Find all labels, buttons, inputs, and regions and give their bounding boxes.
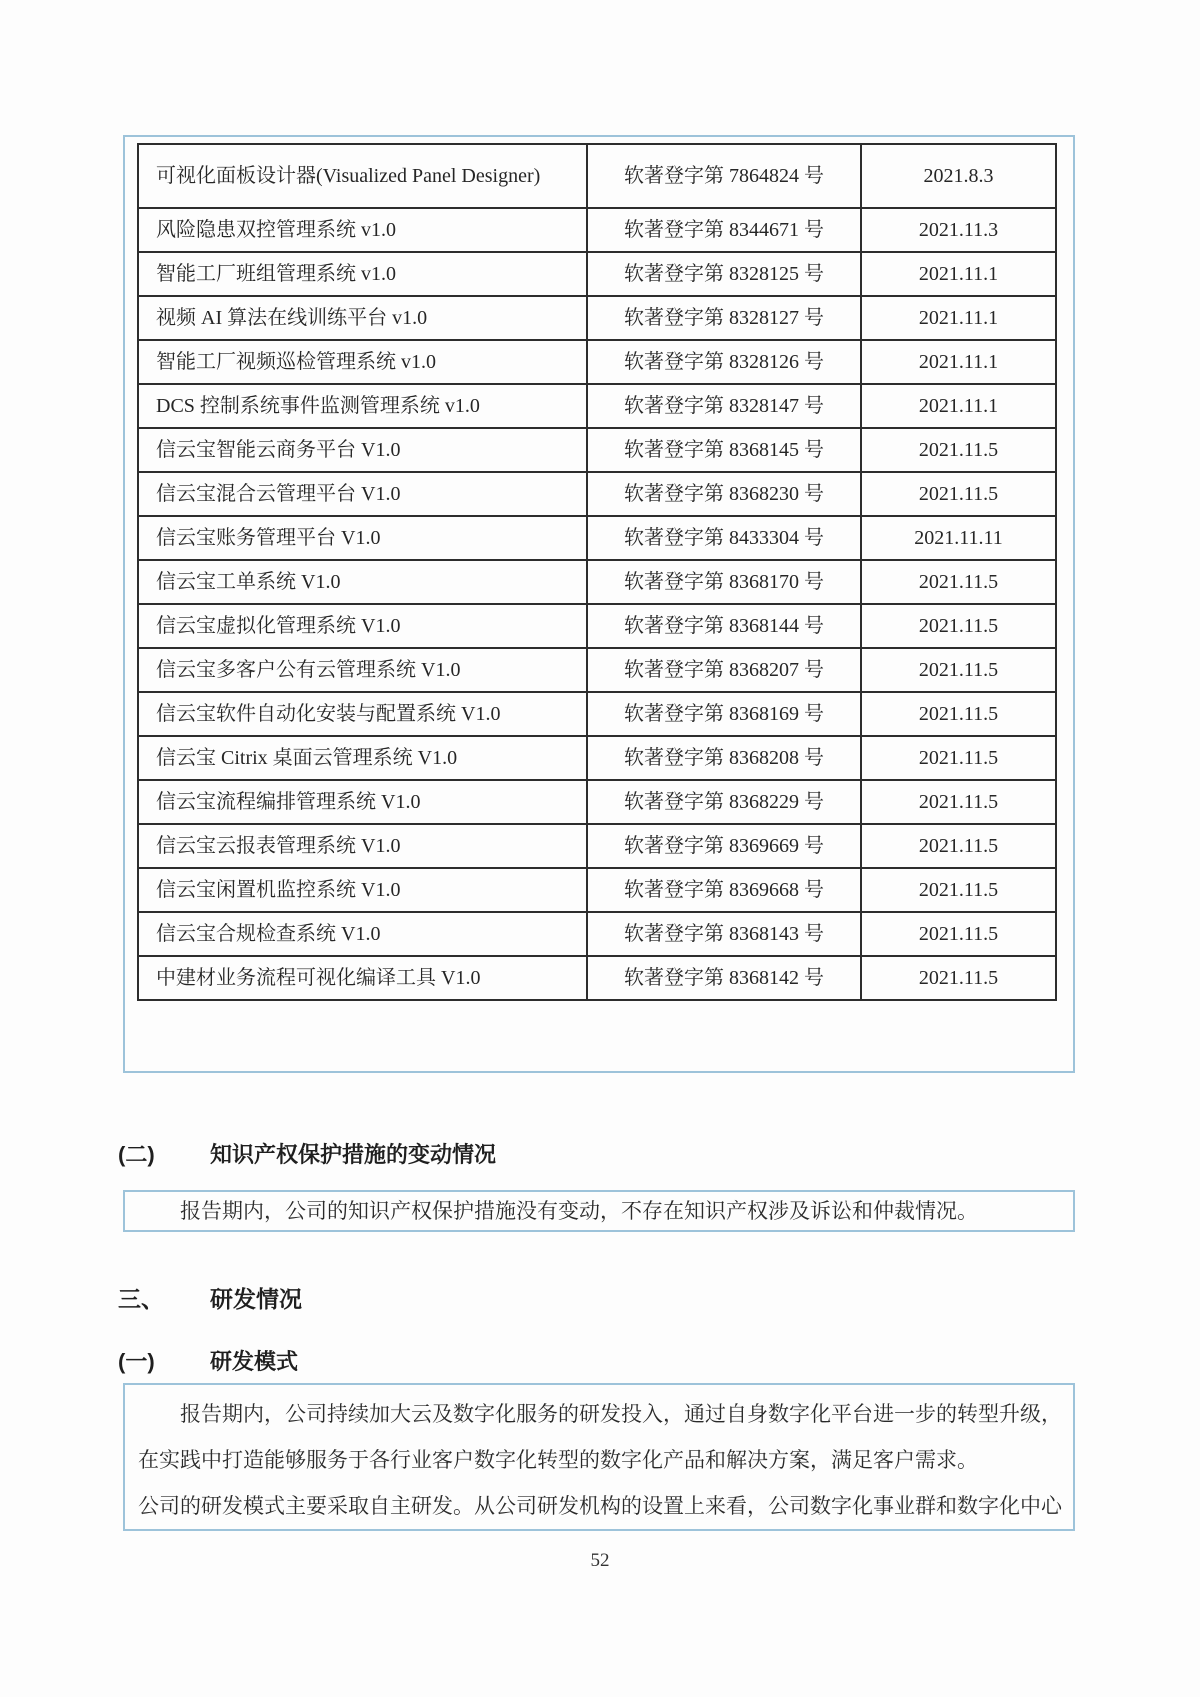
section-heading-ip-change [118, 1138, 496, 1169]
table-row [138, 956, 1056, 1000]
software-name-cell: 信云宝 Citrix 桌面云管理系统 V1.0 [138, 736, 587, 780]
registration-number-cell: 软著登字第 8368230 号 [587, 472, 861, 516]
registration-number-cell: 软著登字第 8368229 号 [587, 780, 861, 824]
registration-date-cell: 2021.11.1 [861, 384, 1056, 428]
registration-date-cell: 2021.11.5 [861, 560, 1056, 604]
rd-mode-paragraph-line: 在实践中打造能够服务于各行业客户数字化转型的数字化产品和解决方案，满足客户需求。 [138, 1448, 978, 1472]
section-label: 三、 [118, 1286, 164, 1312]
software-name-cell: 风险隐患双控管理系统 v1.0 [138, 208, 587, 252]
table-row [138, 144, 1056, 208]
copyright-table-panel [123, 135, 1075, 1073]
registration-date-cell: 2021.11.5 [861, 428, 1056, 472]
table-row [138, 472, 1056, 516]
software-name-cell: 信云宝账务管理平台 V1.0 [138, 516, 587, 560]
copyright-table-body [138, 144, 1056, 1000]
table-row [138, 384, 1056, 428]
table-row [138, 692, 1056, 736]
registration-number-cell: 软著登字第 8369668 号 [587, 868, 861, 912]
registration-date-cell: 2021.11.1 [861, 340, 1056, 384]
section-title: 研发模式 [210, 1349, 299, 1374]
table-row [138, 824, 1056, 868]
table-row [138, 340, 1056, 384]
registration-date-cell: 2021.11.5 [861, 868, 1056, 912]
registration-number-cell: 软著登字第 8368145 号 [587, 428, 861, 472]
ip-change-note-box [123, 1190, 1075, 1232]
page-number: 52 [590, 1550, 610, 1571]
registration-number-cell: 软著登字第 8369669 号 [587, 824, 861, 868]
table-row [138, 736, 1056, 780]
registration-date-cell: 2021.11.5 [861, 956, 1056, 1000]
registration-number-cell: 软著登字第 8344671 号 [587, 208, 861, 252]
table-row [138, 868, 1056, 912]
table-row [138, 252, 1056, 296]
registration-number-cell: 软著登字第 8433304 号 [587, 516, 861, 560]
table-row [138, 912, 1056, 956]
registration-number-cell: 软著登字第 8368142 号 [587, 956, 861, 1000]
registration-date-cell: 2021.11.1 [861, 296, 1056, 340]
section-title: 研发情况 [210, 1286, 302, 1312]
software-name-cell: 信云宝多客户公有云管理系统 V1.0 [138, 648, 587, 692]
registration-date-cell: 2021.11.5 [861, 736, 1056, 780]
software-name-cell: 信云宝虚拟化管理系统 V1.0 [138, 604, 587, 648]
registration-date-cell: 2021.11.5 [861, 912, 1056, 956]
software-name-cell: 智能工厂班组管理系统 v1.0 [138, 252, 587, 296]
software-name-cell: 视频 AI 算法在线训练平台 v1.0 [138, 296, 587, 340]
software-name-cell: DCS 控制系统事件监测管理系统 v1.0 [138, 384, 587, 428]
section-label: (一) [118, 1349, 155, 1374]
registration-date-cell: 2021.11.5 [861, 472, 1056, 516]
table-row [138, 780, 1056, 824]
section-title: 知识产权保护措施的变动情况 [210, 1142, 497, 1167]
registration-date-cell: 2021.11.5 [861, 648, 1056, 692]
registration-number-cell: 软著登字第 8328147 号 [587, 384, 861, 428]
section-label: (二) [118, 1142, 155, 1167]
registration-date-cell: 2021.11.5 [861, 824, 1056, 868]
table-row [138, 296, 1056, 340]
software-name-cell: 信云宝智能云商务平台 V1.0 [138, 428, 587, 472]
table-row [138, 516, 1056, 560]
section-heading-rd [118, 1281, 302, 1314]
copyright-table [137, 143, 1057, 1001]
registration-number-cell: 软著登字第 8328125 号 [587, 252, 861, 296]
rd-mode-paragraph-line: 报告期内，公司持续加大云及数字化服务的研发投入，通过自身数字化平台进一步的转型升级， [180, 1402, 1062, 1426]
registration-number-cell: 软著登字第 8368169 号 [587, 692, 861, 736]
registration-date-cell: 2021.8.3 [861, 144, 1056, 208]
table-row [138, 208, 1056, 252]
software-name-cell: 中建材业务流程可视化编译工具 V1.0 [138, 956, 587, 1000]
registration-number-cell: 软著登字第 8328126 号 [587, 340, 861, 384]
registration-date-cell: 2021.11.5 [861, 780, 1056, 824]
software-name-cell: 信云宝云报表管理系统 V1.0 [138, 824, 587, 868]
registration-number-cell: 软著登字第 8368144 号 [587, 604, 861, 648]
registration-number-cell: 软著登字第 8368207 号 [587, 648, 861, 692]
registration-number-cell: 软著登字第 8328127 号 [587, 296, 861, 340]
rd-mode-note-box [123, 1383, 1075, 1531]
ip-change-note-text: 报告期内，公司的知识产权保护措施没有变动，不存在知识产权涉及诉讼和仲裁情况。 [180, 1199, 978, 1223]
software-name-cell: 可视化面板设计器(Visualized Panel Designer) [138, 144, 587, 208]
software-name-cell: 信云宝混合云管理平台 V1.0 [138, 472, 587, 516]
table-row [138, 604, 1056, 648]
section-heading-rd-mode [118, 1345, 298, 1376]
registration-date-cell: 2021.11.11 [861, 516, 1056, 560]
registration-number-cell: 软著登字第 7864824 号 [587, 144, 861, 208]
table-row [138, 648, 1056, 692]
registration-date-cell: 2021.11.1 [861, 252, 1056, 296]
software-name-cell: 信云宝闲置机监控系统 V1.0 [138, 868, 587, 912]
registration-date-cell: 2021.11.3 [861, 208, 1056, 252]
software-name-cell: 智能工厂视频巡检管理系统 v1.0 [138, 340, 587, 384]
software-name-cell: 信云宝合规检查系统 V1.0 [138, 912, 587, 956]
registration-number-cell: 软著登字第 8368143 号 [587, 912, 861, 956]
table-row [138, 560, 1056, 604]
software-name-cell: 信云宝工单系统 V1.0 [138, 560, 587, 604]
software-name-cell: 信云宝软件自动化安装与配置系统 V1.0 [138, 692, 587, 736]
table-row [138, 428, 1056, 472]
registration-date-cell: 2021.11.5 [861, 692, 1056, 736]
registration-date-cell: 2021.11.5 [861, 604, 1056, 648]
registration-number-cell: 软著登字第 8368208 号 [587, 736, 861, 780]
software-name-cell: 信云宝流程编排管理系统 V1.0 [138, 780, 587, 824]
registration-number-cell: 软著登字第 8368170 号 [587, 560, 861, 604]
rd-mode-paragraph-line: 公司的研发模式主要采取自主研发。从公司研发机构的设置上来看，公司数字化事业群和数字化中心 [138, 1494, 1062, 1518]
